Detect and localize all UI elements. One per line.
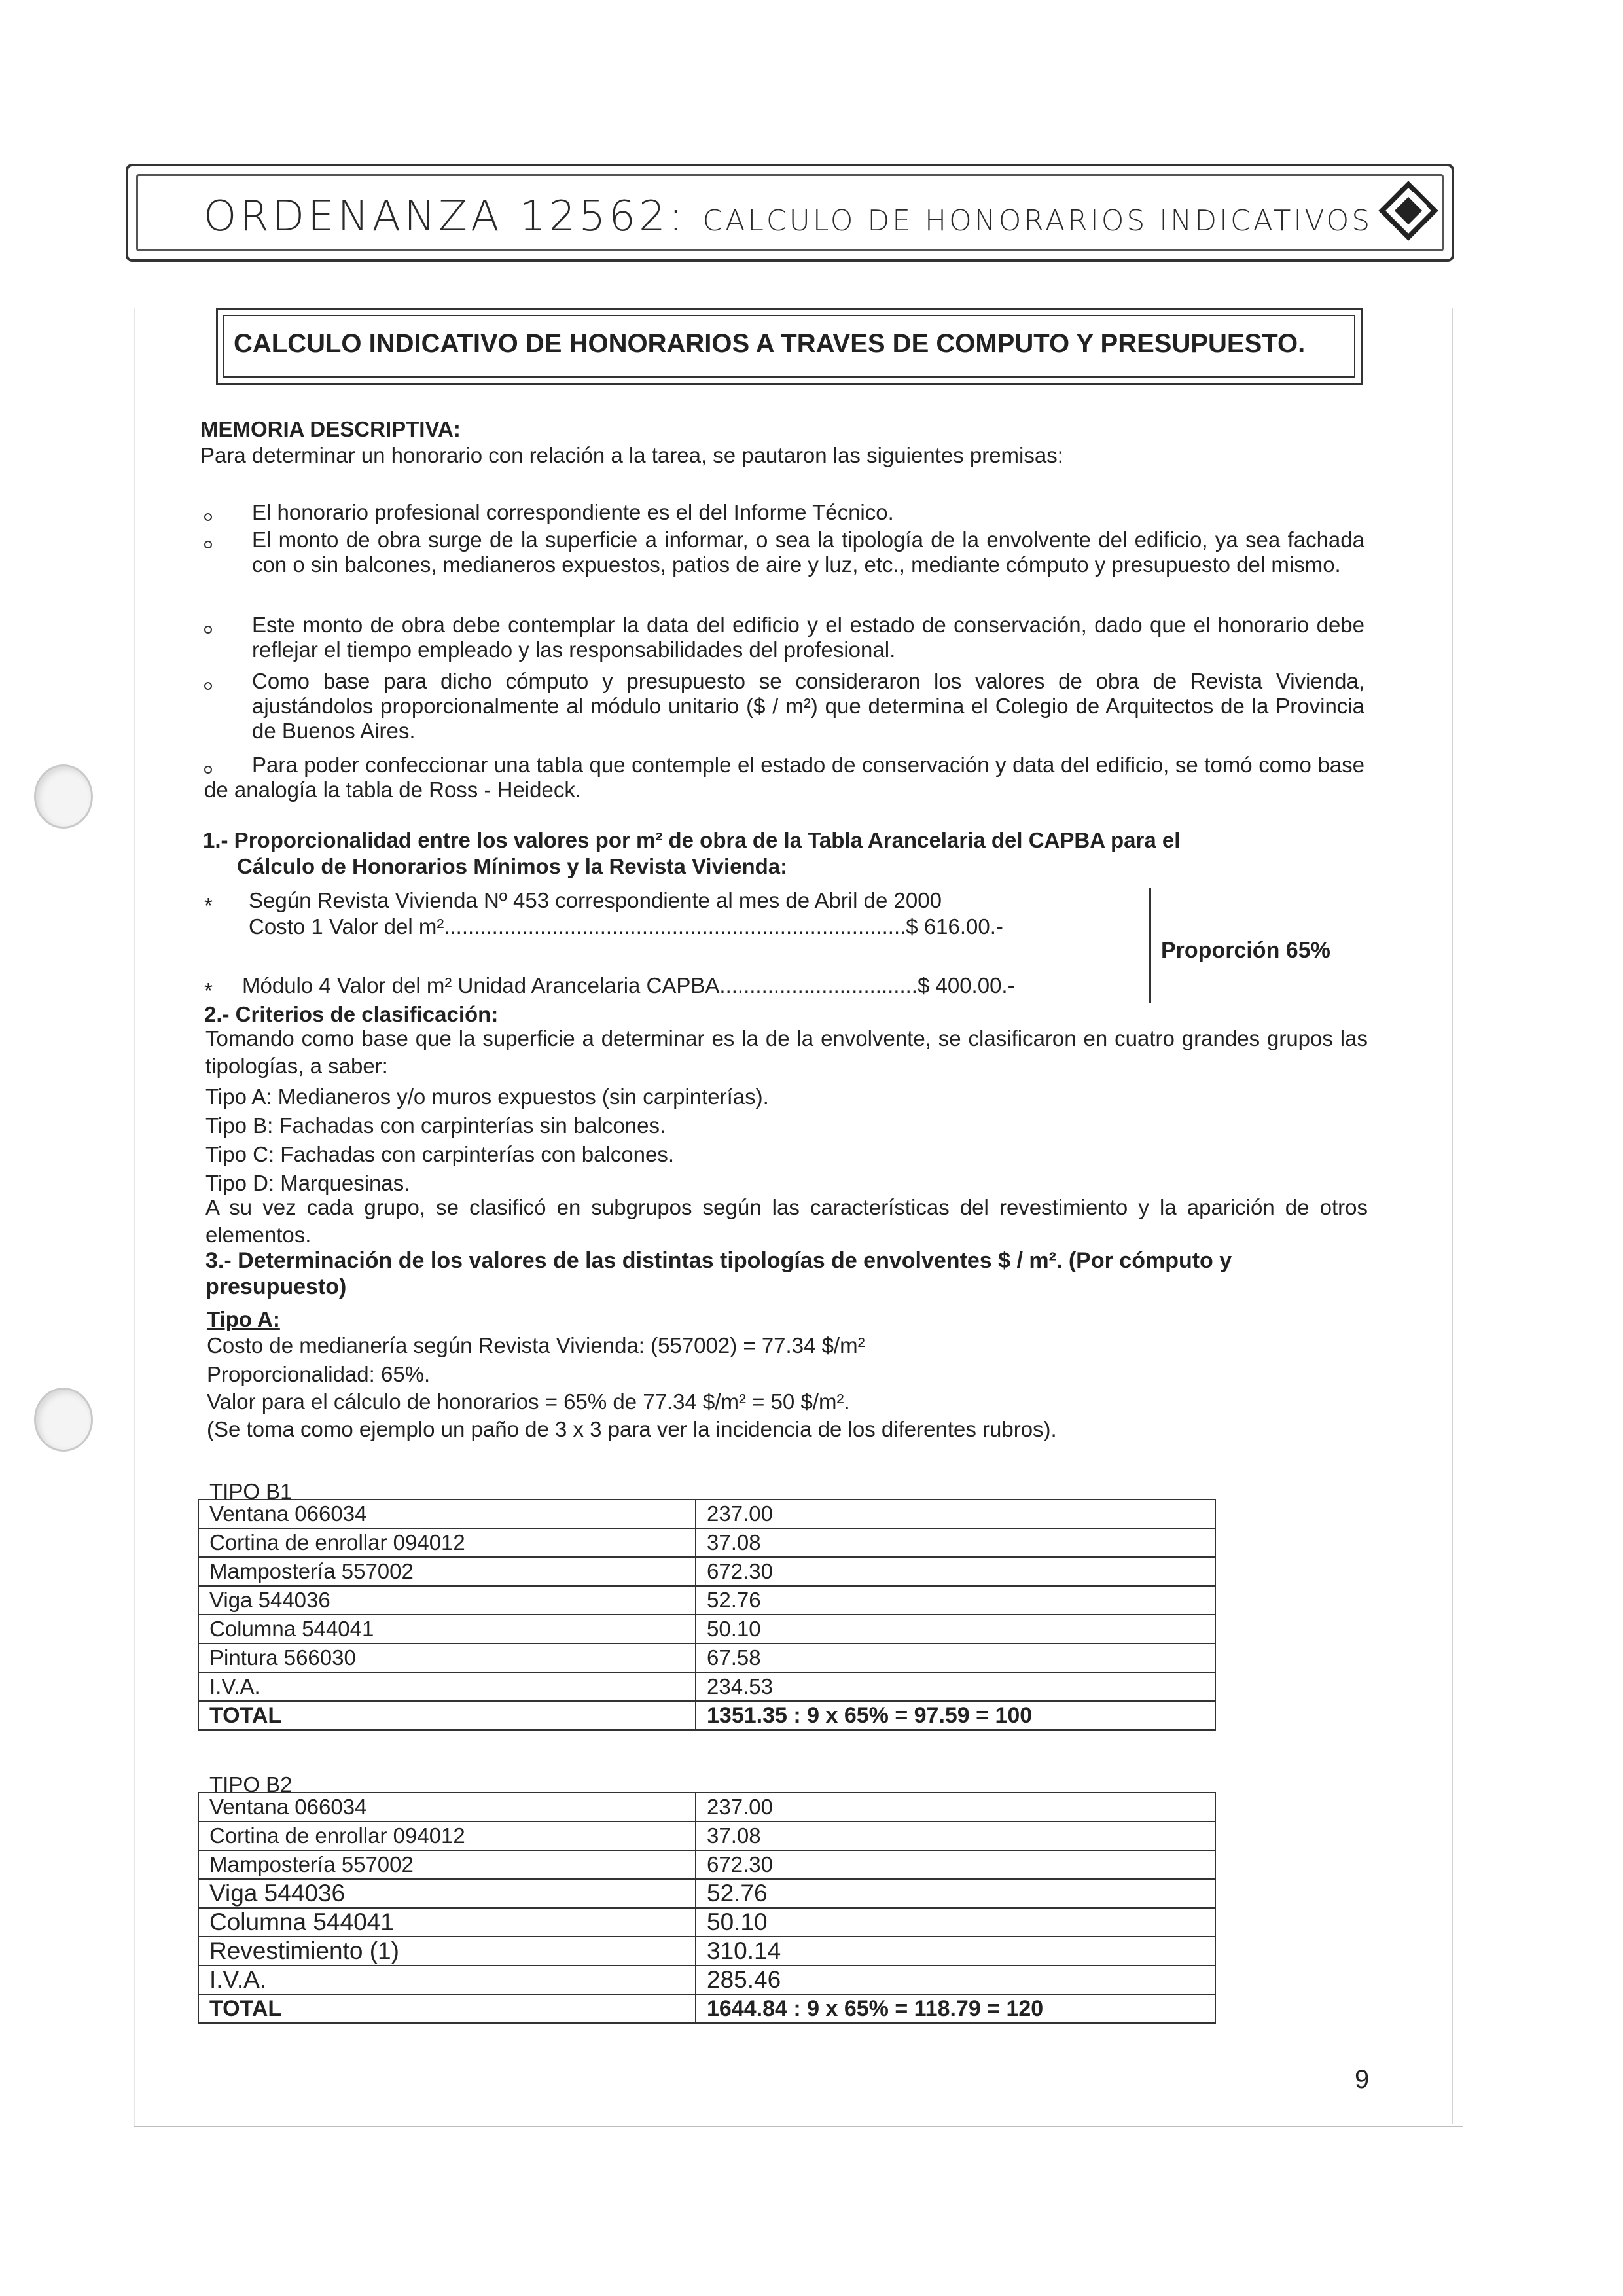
memoria-bullet-3: Este monto de obra debe contemplar la data del edificio y el estado de conservación, dado que el honorario debe reflejar el tiempo empleado y las responsabilidades del profesional. (252, 613, 1364, 662)
section3-title-line2: presupuesto) (205, 1274, 347, 1299)
binder-hole-bottom (34, 1388, 93, 1452)
table-b1-caption: TIPO B1 (209, 1479, 293, 1503)
page-frame-left (134, 308, 135, 2127)
table-cell: Cortina de enrollar 094012 (198, 1528, 696, 1557)
section1-title-line1: 1.- Proporcionalidad entre los valores por m² de obra de la Tabla Arancelaria del CAPBA para el (203, 828, 1181, 852)
table-cell: 237.00 (696, 1499, 1215, 1528)
table-cell: Pintura 566030 (198, 1643, 696, 1672)
table-cell: Mampostería 557002 (198, 1557, 696, 1586)
section1-star1-line2: Costo 1 Valor del m².............................................................................$ 616.00.- (249, 914, 1003, 939)
page-frame-bottom (134, 2126, 1463, 2127)
section3-line-4: (Se toma como ejemplo un paño de 3 x 3 para ver la incidencia de los diferentes rubros). (207, 1417, 1057, 1441)
section3-line-3: Valor para el cálculo de honorarios = 65% de 77.34 $/m² = 50 $/m². (207, 1390, 850, 1414)
header-title (204, 192, 1372, 241)
table-cell: I.V.A. (198, 1672, 696, 1701)
table-cell: 37.08 (696, 1528, 1215, 1557)
section2-tipo-a: Tipo A: Medianeros y/o muros expuestos (sin carpinterías). (205, 1085, 769, 1109)
table-cell: TOTAL (198, 1994, 696, 2023)
table-b2-caption: TIPO B2 (209, 1772, 293, 1797)
table-cell: TOTAL (198, 1701, 696, 1730)
memoria-bullet-5: Para poder confeccionar una tabla que contemple el estado de conservación y data del edificio, se tomó como base de analogía la tabla de Ross - Heideck. (204, 753, 1364, 802)
section1-star2: Módulo 4 Valor del m² Unidad Arancelaria CAPBA.................................$ 400.00.- (242, 973, 1015, 997)
table-cell: 50.10 (696, 1615, 1215, 1643)
table-total-row (198, 1701, 1215, 1730)
section2-tipo-c: Tipo C: Fachadas con carpinterías con balcones. (205, 1142, 674, 1166)
page-number: 9 (1355, 2065, 1370, 2094)
table-cell: 67.58 (696, 1643, 1215, 1672)
table-row (198, 1528, 1215, 1557)
header-title-sub: CALCULO DE HONORARIOS INDICATIVOS (702, 204, 1373, 238)
page-frame-right (1452, 308, 1453, 2124)
table-row (198, 1672, 1215, 1701)
table-cell: 672.30 (696, 1557, 1215, 1586)
table-cell: 237.00 (696, 1793, 1215, 1821)
section-heading-box (216, 308, 1363, 385)
table-cell: Viga 544036 (198, 1586, 696, 1615)
table-row (198, 1615, 1215, 1643)
table-cell: 285.46 (696, 1965, 1215, 1994)
section2-title: 2.- Criterios de clasificación: (204, 1002, 499, 1026)
header-title-main: ORDENANZA 12562: (204, 192, 687, 241)
section3-title-line1: 3.- Determinación de los valores de las distintas tipologías de envolventes $ / m². (Por cómputo y (205, 1248, 1232, 1273)
section1-star1-line1: Según Revista Vivienda Nº 453 correspondiente al mes de Abril de 2000 (249, 888, 942, 912)
section2-tipo-b: Tipo B: Fachadas con carpinterías sin balcones. (205, 1113, 666, 1138)
section1-star-2: * (204, 978, 213, 1003)
table-cell: 50.10 (696, 1908, 1215, 1937)
table-cell: 52.76 (696, 1586, 1215, 1615)
table-row (198, 1937, 1215, 1965)
section2-tipo-d: Tipo D: Marquesinas. (205, 1171, 410, 1195)
table-cell: 52.76 (696, 1879, 1215, 1908)
table-tipo-b2 (198, 1792, 1216, 2024)
table-cell: 37.08 (696, 1821, 1215, 1850)
tipo-a-label: Tipo A: (207, 1307, 280, 1331)
memoria-intro: Para determinar un honorario con relación a la tarea, se pautaron las siguientes premisas: (200, 443, 1063, 467)
table-cell: Columna 544041 (198, 1615, 696, 1643)
table-cell: 672.30 (696, 1850, 1215, 1879)
table-cell: 310.14 (696, 1937, 1215, 1965)
section1-star-1: * (204, 893, 213, 918)
table-cell: Columna 544041 (198, 1908, 696, 1937)
section1-title-line2: Cálculo de Honorarios Mínimos y la Revista Vivienda: (237, 854, 788, 878)
section2-outro: A su vez cada grupo, se clasificó en subgrupos según las características del revestimiento y la aparición de otros elementos. (205, 1195, 1368, 1247)
table-row (198, 1908, 1215, 1937)
memoria-title: MEMORIA DESCRIPTIVA: (200, 417, 461, 441)
bullet-icon (204, 682, 212, 690)
memoria-bullet-1: El honorario profesional correspondiente es el del Informe Técnico. (252, 500, 894, 524)
header-banner (126, 164, 1454, 262)
section-heading: CALCULO INDICATIVO DE HONORARIOS A TRAVES DE COMPUTO Y PRESUPUESTO. (234, 329, 1306, 358)
table-cell: Ventana 066034 (198, 1793, 696, 1821)
proportion-bracket (1149, 888, 1151, 1003)
table-row (198, 1793, 1215, 1821)
bullet-icon (204, 626, 212, 634)
section3-line-2: Proporcionalidad: 65%. (207, 1362, 431, 1386)
table-row (198, 1586, 1215, 1615)
table-total-row (198, 1994, 1215, 2023)
table-row (198, 1879, 1215, 1908)
table-row (198, 1499, 1215, 1528)
section3-line-1: Costo de medianería según Revista Vivienda: (557002) = 77.34 $/m² (207, 1333, 865, 1357)
table-cell: Revestimiento (1) (198, 1937, 696, 1965)
table-cell: Cortina de enrollar 094012 (198, 1821, 696, 1850)
table-cell: Ventana 066034 (198, 1499, 696, 1528)
table-row (198, 1850, 1215, 1879)
bullet-icon (204, 541, 212, 548)
table-cell: Mampostería 557002 (198, 1850, 696, 1879)
table-row (198, 1965, 1215, 1994)
memoria-bullet-2: El monto de obra surge de la superficie a informar, o sea la tipología de la envolvente del edificio, ya sea fachada con o sin balcones, medianeros expuestos, patios de aire y luz, etc., mediante cómputo y presupuesto del mismo. (252, 528, 1364, 577)
table-row (198, 1821, 1215, 1850)
table-cell: 1644.84 : 9 x 65% = 118.79 = 120 (696, 1994, 1215, 2023)
table-cell: 234.53 (696, 1672, 1215, 1701)
table-cell: I.V.A. (198, 1965, 696, 1994)
table-row (198, 1557, 1215, 1586)
table-cell: Viga 544036 (198, 1879, 696, 1908)
section2-intro: Tomando como base que la superficie a determinar es la de la envolvente, se clasificaron en cuatro grandes grupos las tipologías, a saber: (205, 1026, 1368, 1078)
table-tipo-b1 (198, 1499, 1216, 1731)
table-cell: 1351.35 : 9 x 65% = 97.59 = 100 (696, 1701, 1215, 1730)
binder-hole-top (34, 764, 93, 829)
bullet-icon (204, 513, 212, 521)
memoria-bullet-4: Como base para dicho cómputo y presupuesto se consideraron los valores de obra de Revista Vivienda, ajustándolos proporcionalmente al módulo unitario ($ / m²) que determina el Colegio de Arquitectos de la Provincia de Buenos Aires. (252, 669, 1364, 743)
section1-proportion: Proporción 65% (1161, 938, 1330, 963)
table-row (198, 1643, 1215, 1672)
capba-logo-icon (1377, 179, 1440, 242)
